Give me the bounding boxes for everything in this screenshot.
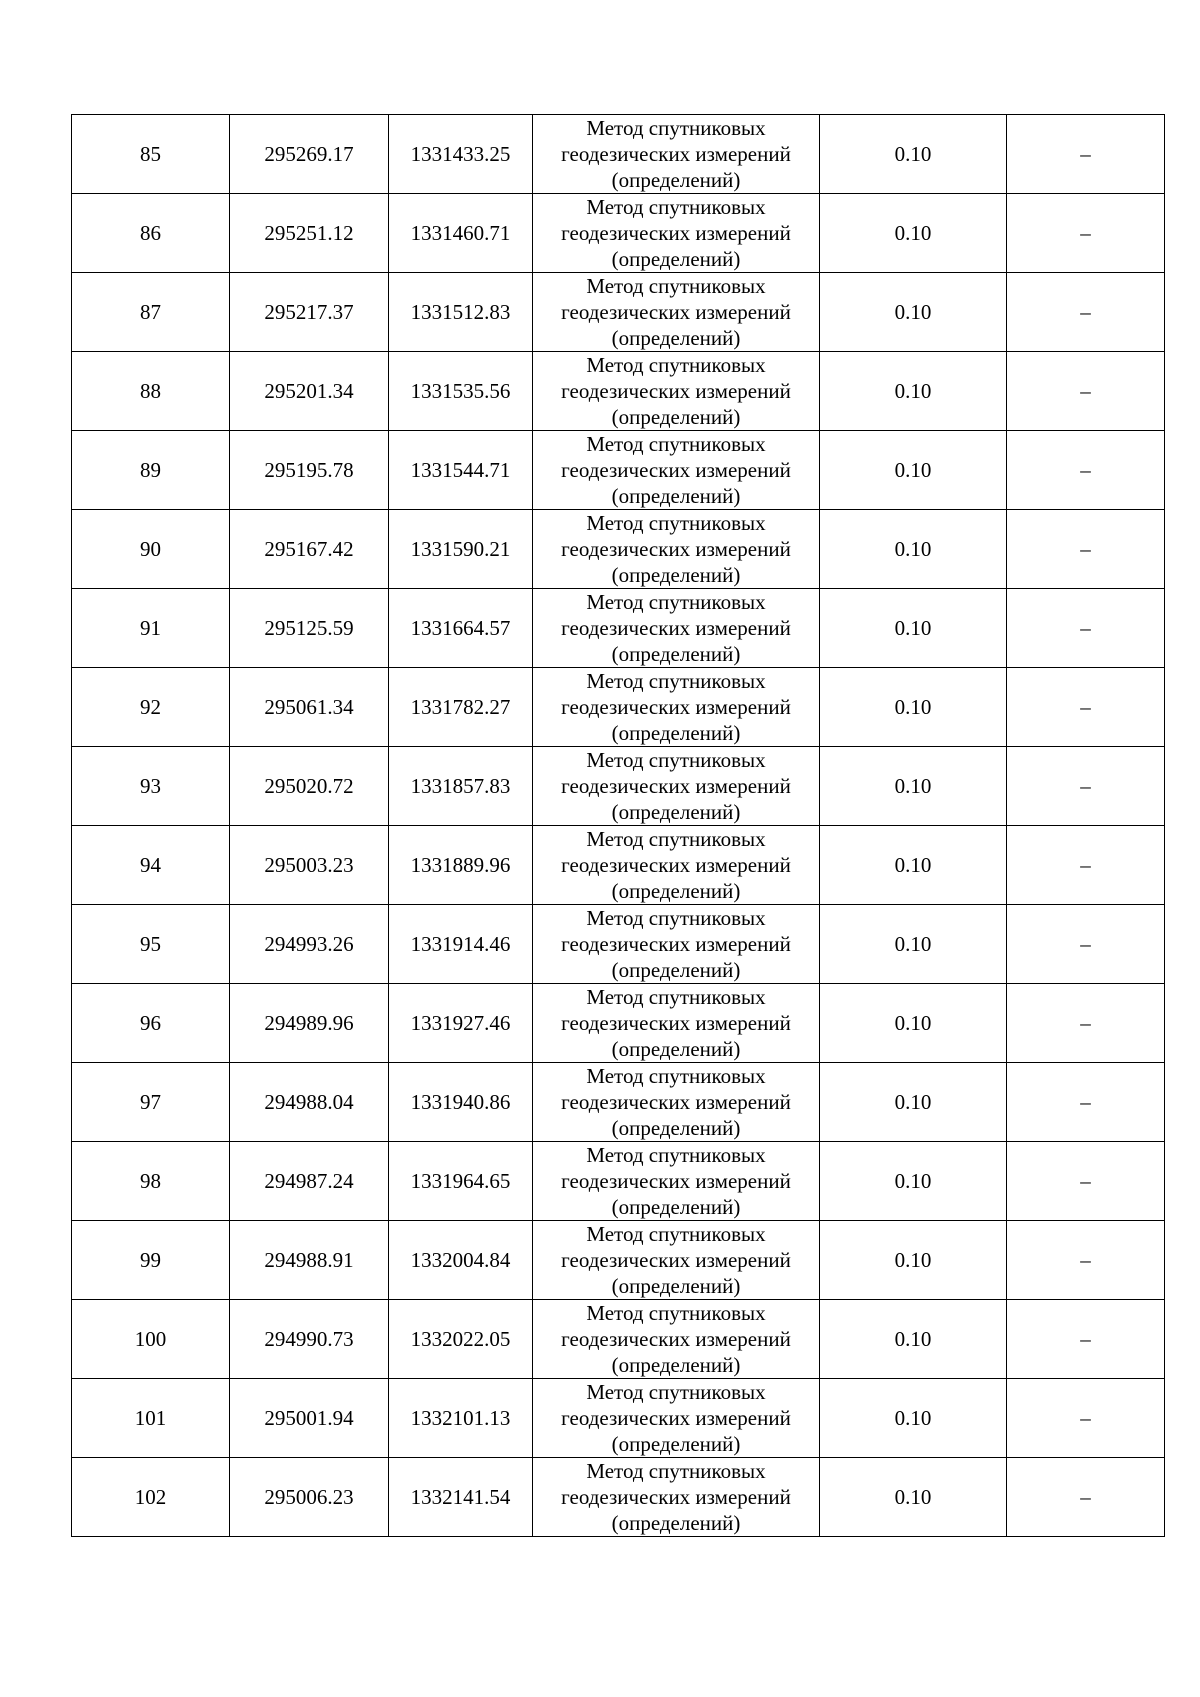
table-row (72, 984, 1165, 1063)
table-row (72, 826, 1165, 905)
note-cell: – (1007, 1063, 1165, 1142)
method-cell: Метод спутниковых геодезических измерений (определений) (533, 1300, 820, 1379)
x-coordinate-cell: 295020.72 (230, 747, 389, 826)
x-coordinate-cell: 295217.37 (230, 273, 389, 352)
accuracy-cell: 0.10 (820, 194, 1007, 273)
x-coordinate-cell: 295251.12 (230, 194, 389, 273)
x-coordinate-cell: 295125.59 (230, 589, 389, 668)
note-cell: – (1007, 115, 1165, 194)
x-coordinate-cell: 295003.23 (230, 826, 389, 905)
note-cell: – (1007, 510, 1165, 589)
point-number-cell: 99 (72, 1221, 230, 1300)
note-cell: – (1007, 1379, 1165, 1458)
table-row (72, 352, 1165, 431)
accuracy-cell: 0.10 (820, 115, 1007, 194)
y-coordinate-cell: 1331914.46 (389, 905, 533, 984)
table-row (72, 1458, 1165, 1537)
table-row (72, 589, 1165, 668)
accuracy-cell: 0.10 (820, 273, 1007, 352)
point-number-cell: 85 (72, 115, 230, 194)
x-coordinate-cell: 294988.91 (230, 1221, 389, 1300)
table-row (72, 1063, 1165, 1142)
y-coordinate-cell: 1331857.83 (389, 747, 533, 826)
y-coordinate-cell: 1331535.56 (389, 352, 533, 431)
note-cell: – (1007, 1300, 1165, 1379)
coordinates-table (71, 114, 1165, 1537)
point-number-cell: 90 (72, 510, 230, 589)
point-number-cell: 92 (72, 668, 230, 747)
point-number-cell: 93 (72, 747, 230, 826)
method-cell: Метод спутниковых геодезических измерений (определений) (533, 1063, 820, 1142)
accuracy-cell: 0.10 (820, 1379, 1007, 1458)
x-coordinate-cell: 294990.73 (230, 1300, 389, 1379)
note-cell: – (1007, 668, 1165, 747)
point-number-cell: 88 (72, 352, 230, 431)
table-row (72, 668, 1165, 747)
note-cell: – (1007, 431, 1165, 510)
accuracy-cell: 0.10 (820, 668, 1007, 747)
method-cell: Метод спутниковых геодезических измерений (определений) (533, 747, 820, 826)
y-coordinate-cell: 1331512.83 (389, 273, 533, 352)
x-coordinate-cell: 295061.34 (230, 668, 389, 747)
table-row (72, 1300, 1165, 1379)
point-number-cell: 98 (72, 1142, 230, 1221)
x-coordinate-cell: 295195.78 (230, 431, 389, 510)
point-number-cell: 89 (72, 431, 230, 510)
method-cell: Метод спутниковых геодезических измерений (определений) (533, 510, 820, 589)
method-cell: Метод спутниковых геодезических измерений (определений) (533, 668, 820, 747)
y-coordinate-cell: 1331664.57 (389, 589, 533, 668)
table-row (72, 431, 1165, 510)
point-number-cell: 86 (72, 194, 230, 273)
y-coordinate-cell: 1331544.71 (389, 431, 533, 510)
y-coordinate-cell: 1331782.27 (389, 668, 533, 747)
y-coordinate-cell: 1331889.96 (389, 826, 533, 905)
y-coordinate-cell: 1331590.21 (389, 510, 533, 589)
point-number-cell: 95 (72, 905, 230, 984)
method-cell: Метод спутниковых геодезических измерений (определений) (533, 905, 820, 984)
accuracy-cell: 0.10 (820, 1063, 1007, 1142)
point-number-cell: 87 (72, 273, 230, 352)
method-cell: Метод спутниковых геодезических измерений (определений) (533, 194, 820, 273)
table-row (72, 1379, 1165, 1458)
accuracy-cell: 0.10 (820, 589, 1007, 668)
table-row (72, 510, 1165, 589)
note-cell: – (1007, 1221, 1165, 1300)
note-cell: – (1007, 826, 1165, 905)
point-number-cell: 100 (72, 1300, 230, 1379)
accuracy-cell: 0.10 (820, 431, 1007, 510)
x-coordinate-cell: 295201.34 (230, 352, 389, 431)
accuracy-cell: 0.10 (820, 352, 1007, 431)
method-cell: Метод спутниковых геодезических измерений (определений) (533, 115, 820, 194)
note-cell: – (1007, 984, 1165, 1063)
method-cell: Метод спутниковых геодезических измерений (определений) (533, 352, 820, 431)
point-number-cell: 94 (72, 826, 230, 905)
accuracy-cell: 0.10 (820, 1458, 1007, 1537)
method-cell: Метод спутниковых геодезических измерений (определений) (533, 1221, 820, 1300)
note-cell: – (1007, 194, 1165, 273)
table-row (72, 273, 1165, 352)
x-coordinate-cell: 294989.96 (230, 984, 389, 1063)
table-row (72, 115, 1165, 194)
y-coordinate-cell: 1332141.54 (389, 1458, 533, 1537)
note-cell: – (1007, 1142, 1165, 1221)
y-coordinate-cell: 1331460.71 (389, 194, 533, 273)
note-cell: – (1007, 747, 1165, 826)
table-row (72, 747, 1165, 826)
method-cell: Метод спутниковых геодезических измерений (определений) (533, 589, 820, 668)
method-cell: Метод спутниковых геодезических измерений (определений) (533, 984, 820, 1063)
note-cell: – (1007, 1458, 1165, 1537)
method-cell: Метод спутниковых геодезических измерений (определений) (533, 273, 820, 352)
method-cell: Метод спутниковых геодезических измерений (определений) (533, 826, 820, 905)
y-coordinate-cell: 1332101.13 (389, 1379, 533, 1458)
table-row (72, 905, 1165, 984)
x-coordinate-cell: 295269.17 (230, 115, 389, 194)
point-number-cell: 102 (72, 1458, 230, 1537)
x-coordinate-cell: 295006.23 (230, 1458, 389, 1537)
accuracy-cell: 0.10 (820, 826, 1007, 905)
point-number-cell: 96 (72, 984, 230, 1063)
method-cell: Метод спутниковых геодезических измерений (определений) (533, 1379, 820, 1458)
point-number-cell: 91 (72, 589, 230, 668)
accuracy-cell: 0.10 (820, 747, 1007, 826)
x-coordinate-cell: 294988.04 (230, 1063, 389, 1142)
method-cell: Метод спутниковых геодезических измерений (определений) (533, 1142, 820, 1221)
accuracy-cell: 0.10 (820, 905, 1007, 984)
y-coordinate-cell: 1331940.86 (389, 1063, 533, 1142)
accuracy-cell: 0.10 (820, 984, 1007, 1063)
table-row (72, 1142, 1165, 1221)
coordinates-table-body (72, 115, 1165, 1537)
y-coordinate-cell: 1331964.65 (389, 1142, 533, 1221)
accuracy-cell: 0.10 (820, 1142, 1007, 1221)
y-coordinate-cell: 1331433.25 (389, 115, 533, 194)
point-number-cell: 97 (72, 1063, 230, 1142)
table-row (72, 1221, 1165, 1300)
x-coordinate-cell: 295001.94 (230, 1379, 389, 1458)
y-coordinate-cell: 1331927.46 (389, 984, 533, 1063)
table-row (72, 194, 1165, 273)
x-coordinate-cell: 295167.42 (230, 510, 389, 589)
accuracy-cell: 0.10 (820, 510, 1007, 589)
accuracy-cell: 0.10 (820, 1300, 1007, 1379)
point-number-cell: 101 (72, 1379, 230, 1458)
note-cell: – (1007, 273, 1165, 352)
x-coordinate-cell: 294987.24 (230, 1142, 389, 1221)
x-coordinate-cell: 294993.26 (230, 905, 389, 984)
method-cell: Метод спутниковых геодезических измерений (определений) (533, 1458, 820, 1537)
method-cell: Метод спутниковых геодезических измерений (определений) (533, 431, 820, 510)
note-cell: – (1007, 352, 1165, 431)
note-cell: – (1007, 589, 1165, 668)
accuracy-cell: 0.10 (820, 1221, 1007, 1300)
y-coordinate-cell: 1332022.05 (389, 1300, 533, 1379)
y-coordinate-cell: 1332004.84 (389, 1221, 533, 1300)
note-cell: – (1007, 905, 1165, 984)
